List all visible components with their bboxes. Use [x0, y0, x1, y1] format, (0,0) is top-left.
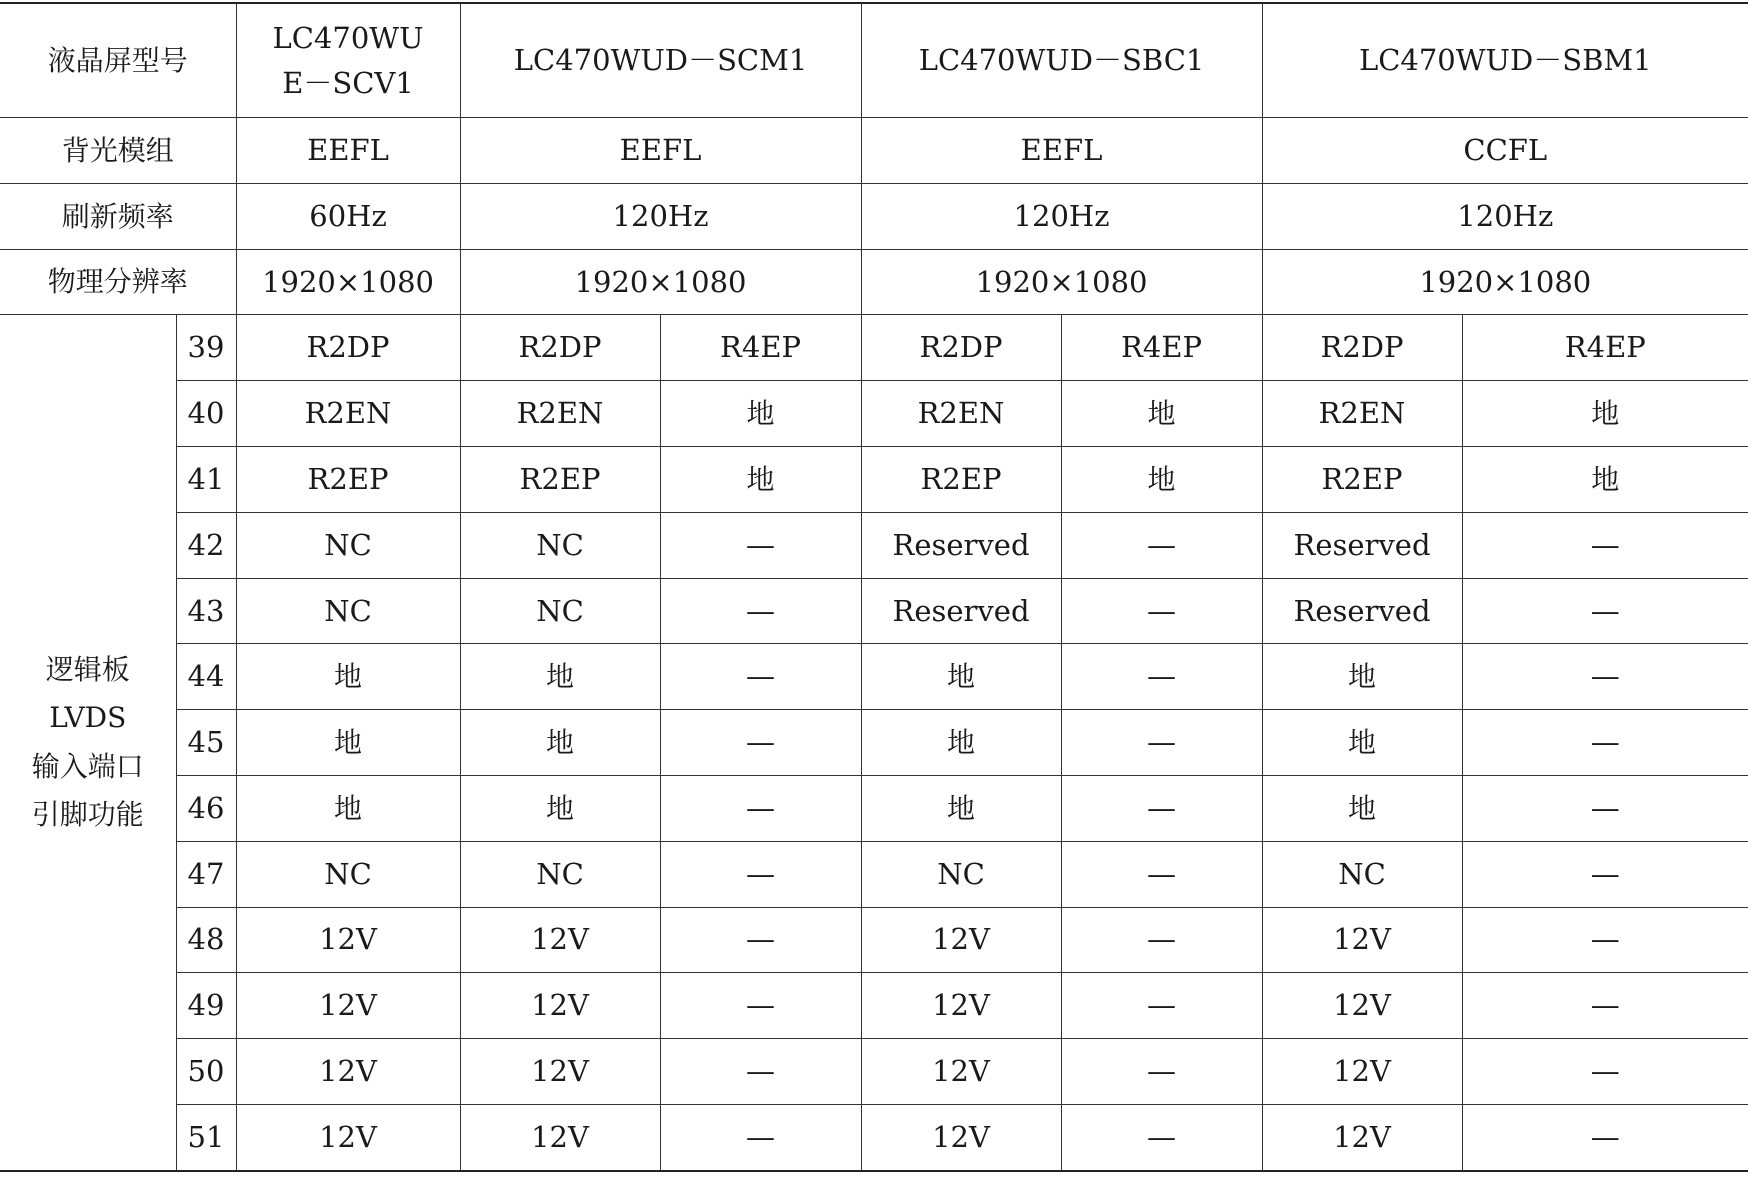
pin-cell: 12V: [460, 1039, 660, 1105]
pin-cell: —: [1462, 1104, 1748, 1170]
pin-cell: NC: [460, 841, 660, 907]
pin-cell: R4EP: [1462, 315, 1748, 381]
pin-cell: 地: [1462, 446, 1748, 512]
pin-row: [0, 1104, 1748, 1170]
spec-value: 1920×1080: [861, 249, 1262, 315]
header-row: [0, 3, 1748, 118]
pin-cell: —: [1061, 841, 1262, 907]
spec-value: 1920×1080: [1262, 249, 1748, 315]
spec-value: 120Hz: [861, 183, 1262, 249]
spec-value: EEFL: [236, 118, 460, 184]
pin-row: [0, 446, 1748, 512]
pin-cell: —: [660, 775, 861, 841]
pin-cell: Reserved: [861, 512, 1061, 578]
spec-row-refresh-rate: [0, 183, 1748, 249]
pin-cell: —: [1061, 973, 1262, 1039]
pin-cell: R4EP: [1061, 315, 1262, 381]
pin-cell: 地: [1262, 644, 1462, 710]
spec-value: CCFL: [1262, 118, 1748, 184]
pin-cell: R2DP: [1262, 315, 1462, 381]
pin-cell: 12V: [861, 1104, 1061, 1170]
model-1: [236, 3, 460, 118]
pin-number: 48: [176, 907, 236, 973]
pin-row: [0, 315, 1748, 381]
pin-cell: —: [1462, 775, 1748, 841]
spec-value: 60Hz: [236, 183, 460, 249]
spec-label: 物理分辨率: [0, 249, 236, 315]
spec-label: 刷新频率: [0, 183, 236, 249]
pin-cell: 地: [1462, 381, 1748, 447]
pin-cell: R2EN: [1262, 381, 1462, 447]
pin-cell: —: [660, 1039, 861, 1105]
pin-cell: Reserved: [1262, 578, 1462, 644]
pin-cell: 地: [861, 775, 1061, 841]
pin-cell: 12V: [236, 973, 460, 1039]
pin-number: 44: [176, 644, 236, 710]
pin-cell: 12V: [460, 907, 660, 973]
pin-cell: R2EN: [236, 381, 460, 447]
pin-number: 47: [176, 841, 236, 907]
pin-row: [0, 841, 1748, 907]
pin-cell: Reserved: [861, 578, 1061, 644]
spec-row-backlight: [0, 118, 1748, 184]
pin-cell: —: [1462, 710, 1748, 776]
pin-cell: NC: [236, 841, 460, 907]
spec-label: 背光模组: [0, 118, 236, 184]
pin-row: [0, 578, 1748, 644]
pin-cell: —: [1061, 1104, 1262, 1170]
pin-number: 41: [176, 446, 236, 512]
pin-cell: 12V: [1262, 1104, 1462, 1170]
pin-cell: 地: [1061, 446, 1262, 512]
pin-cell: —: [1061, 512, 1262, 578]
pin-cell: —: [1061, 907, 1262, 973]
pin-cell: —: [1061, 644, 1262, 710]
pin-cell: NC: [460, 512, 660, 578]
pin-cell: 12V: [1262, 907, 1462, 973]
pin-number: 43: [176, 578, 236, 644]
pin-row: [0, 644, 1748, 710]
lcd-lvds-pin-table: [0, 2, 1748, 1172]
pin-cell: 12V: [1262, 1039, 1462, 1105]
pin-number: 45: [176, 710, 236, 776]
pin-cell: 地: [236, 775, 460, 841]
pin-cell: 地: [460, 644, 660, 710]
pin-cell: 地: [460, 710, 660, 776]
spec-value: 1920×1080: [460, 249, 861, 315]
pin-cell: R2DP: [460, 315, 660, 381]
pin-cell: —: [660, 644, 861, 710]
pin-cell: 12V: [861, 907, 1061, 973]
spec-value: 120Hz: [1262, 183, 1748, 249]
pin-cell: 12V: [861, 973, 1061, 1039]
pin-cell: 12V: [1262, 973, 1462, 1039]
pin-row: [0, 775, 1748, 841]
pin-cell: R2EN: [460, 381, 660, 447]
model-row-label: 液晶屏型号: [0, 3, 236, 118]
pin-cell: —: [1462, 578, 1748, 644]
pin-cell: R2EP: [236, 446, 460, 512]
spec-value: EEFL: [460, 118, 861, 184]
pin-section-label: [0, 315, 176, 1171]
pin-cell: 地: [236, 644, 460, 710]
pin-cell: —: [660, 512, 861, 578]
pin-cell: 地: [236, 710, 460, 776]
pin-cell: 地: [1262, 775, 1462, 841]
model-2: LC470WUD－SCM1: [460, 3, 861, 118]
pin-cell: —: [1462, 1039, 1748, 1105]
pin-cell: —: [1462, 973, 1748, 1039]
pin-cell: —: [660, 1104, 861, 1170]
pin-cell: R2DP: [861, 315, 1061, 381]
pin-cell: R2EN: [861, 381, 1061, 447]
pin-number: 39: [176, 315, 236, 381]
spec-value: EEFL: [861, 118, 1262, 184]
pin-cell: 12V: [861, 1039, 1061, 1105]
pin-cell: NC: [861, 841, 1061, 907]
pin-row: [0, 907, 1748, 973]
pin-cell: 地: [1061, 381, 1262, 447]
model-3: LC470WUD－SBC1: [861, 3, 1262, 118]
pin-cell: 12V: [236, 907, 460, 973]
pin-cell: —: [660, 907, 861, 973]
pin-cell: —: [660, 973, 861, 1039]
pin-number: 46: [176, 775, 236, 841]
pin-cell: —: [660, 710, 861, 776]
pin-cell: —: [660, 578, 861, 644]
pin-section-label-line: LVDS: [49, 701, 127, 735]
pin-row: [0, 512, 1748, 578]
model-4: LC470WUD－SBM1: [1262, 3, 1748, 118]
pin-section-label-line: 输入端口: [31, 749, 144, 783]
pin-number: 51: [176, 1104, 236, 1170]
model-1-line2: E－SCV1: [282, 65, 414, 100]
spec-value: 120Hz: [460, 183, 861, 249]
pin-cell: 12V: [236, 1104, 460, 1170]
pin-cell: NC: [1262, 841, 1462, 907]
pin-cell: NC: [236, 578, 460, 644]
pin-number: 42: [176, 512, 236, 578]
pin-cell: 地: [861, 710, 1061, 776]
pin-row: [0, 381, 1748, 447]
pin-cell: R2EP: [861, 446, 1061, 512]
pin-cell: —: [1462, 907, 1748, 973]
pin-cell: R2EP: [460, 446, 660, 512]
pin-number: 40: [176, 381, 236, 447]
pin-row: [0, 973, 1748, 1039]
pin-cell: R2DP: [236, 315, 460, 381]
pin-row: [0, 1039, 1748, 1105]
model-1-line1: LC470WU: [272, 20, 424, 55]
pin-cell: 12V: [460, 1104, 660, 1170]
pin-cell: R2EP: [1262, 446, 1462, 512]
pin-cell: —: [1061, 578, 1262, 644]
pin-cell: NC: [460, 578, 660, 644]
pin-cell: 地: [660, 381, 861, 447]
pin-number: 50: [176, 1039, 236, 1105]
pin-cell: R4EP: [660, 315, 861, 381]
pin-cell: 地: [1262, 710, 1462, 776]
pin-cell: NC: [236, 512, 460, 578]
pin-cell: 12V: [460, 973, 660, 1039]
pin-section-label-line: 引脚功能: [31, 797, 144, 831]
pin-cell: 地: [660, 446, 861, 512]
pin-cell: —: [1462, 841, 1748, 907]
pin-cell: —: [1462, 512, 1748, 578]
pin-section-label-line: 逻辑板: [45, 653, 130, 687]
spec-row-resolution: [0, 249, 1748, 315]
pin-cell: 12V: [236, 1039, 460, 1105]
pin-cell: 地: [460, 775, 660, 841]
pin-cell: —: [660, 841, 861, 907]
pin-row: [0, 710, 1748, 776]
pin-cell: —: [1462, 644, 1748, 710]
pin-cell: —: [1061, 710, 1262, 776]
spec-value: 1920×1080: [236, 249, 460, 315]
pin-cell: Reserved: [1262, 512, 1462, 578]
pin-cell: —: [1061, 775, 1262, 841]
pin-cell: —: [1061, 1039, 1262, 1105]
pin-cell: 地: [861, 644, 1061, 710]
pin-number: 49: [176, 973, 236, 1039]
